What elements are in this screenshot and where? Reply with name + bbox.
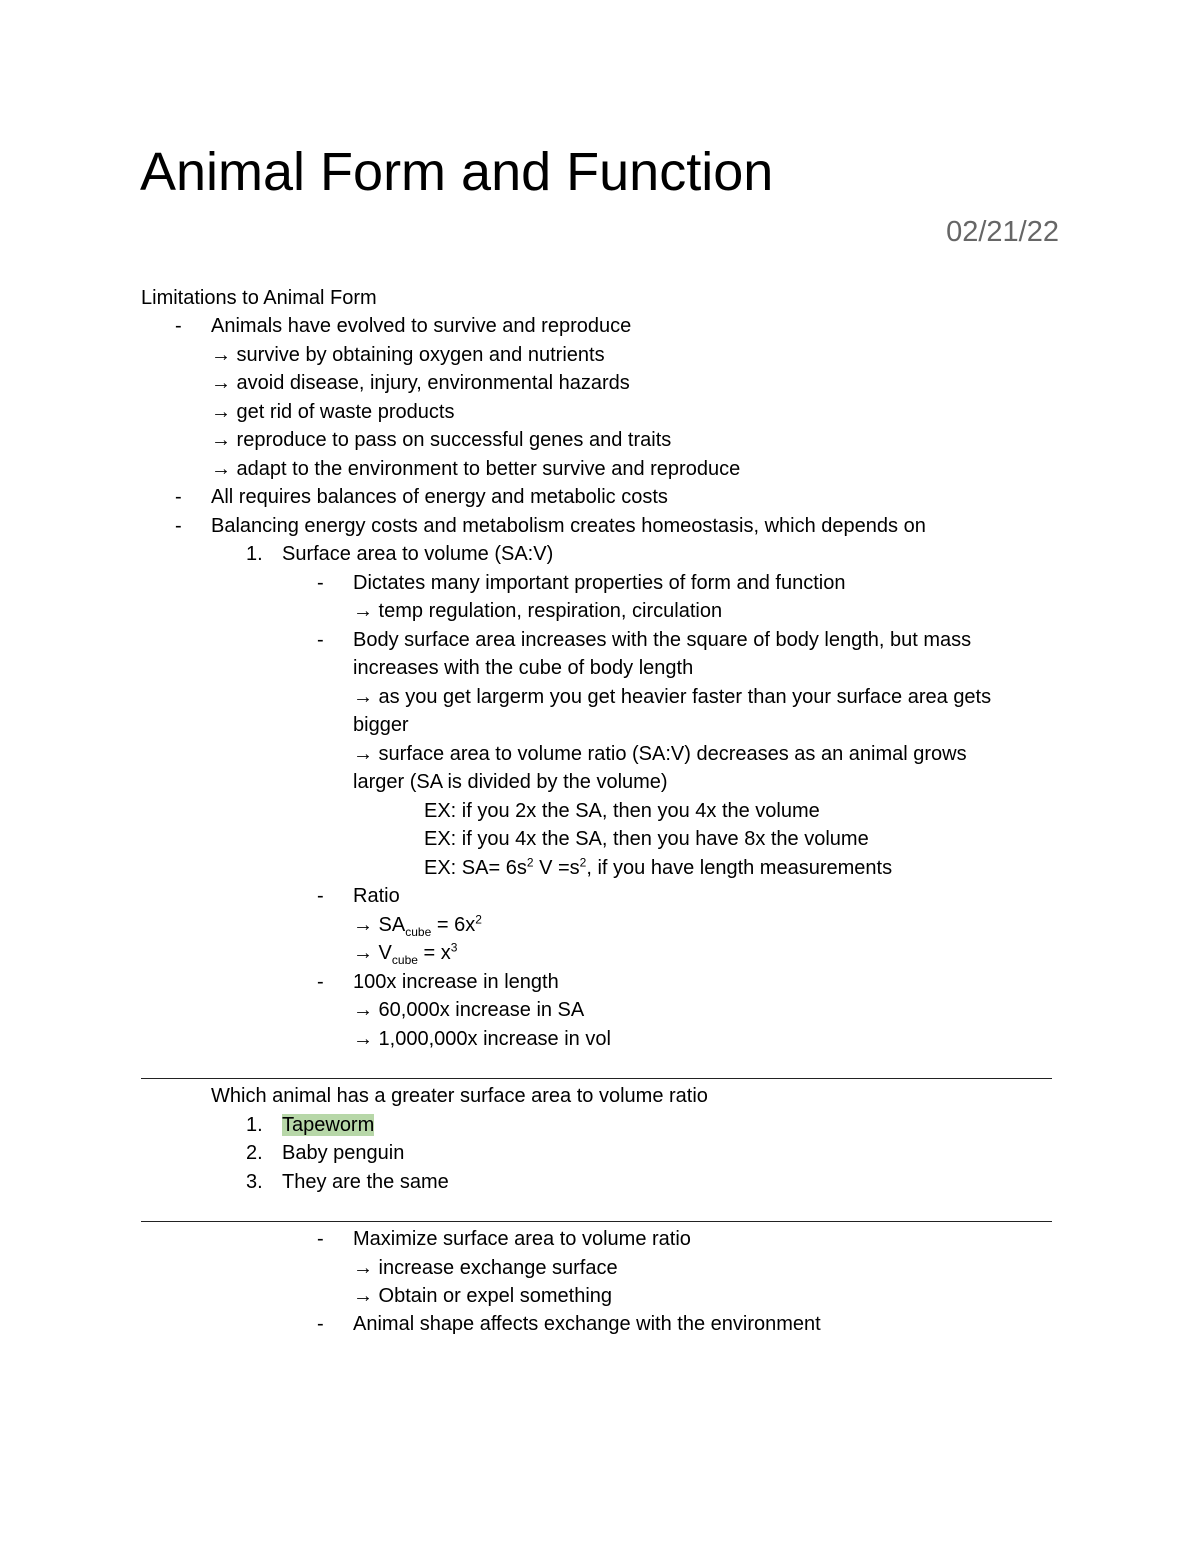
superscript: 3 [450,940,458,955]
bullet-dash: - [317,1313,324,1335]
bullet-dash: - [317,572,324,594]
arrow-line-cont: larger (SA is divided by the volume) [353,771,668,793]
formula-text: → SA [353,914,406,936]
bullet-dash: - [175,486,182,508]
list-item: All requires balances of energy and metabolic costs [211,486,668,508]
arrow-line: → 1,000,000x increase in vol [353,1028,611,1050]
date-label: 02/21/22 [946,216,1059,248]
list-item: Balancing energy costs and metabolism creates homeostasis, which depends on [211,515,926,537]
horizontal-rule [141,1078,1052,1079]
formula-line [353,939,457,967]
bullet-dash: - [317,971,324,993]
list-item: Animals have evolved to survive and reproduce [211,315,632,337]
list-number: 1. [246,543,263,565]
subscript: cube [405,925,432,939]
superscript: 2 [526,855,534,870]
example-text: V =s [533,857,580,879]
list-item-line: Body surface area increases with the square of body length, but mass [353,629,972,651]
option-number: 3. [246,1171,263,1193]
example-line: EX: if you 2x the SA, then you 4x the volume [424,800,820,822]
bullet-dash: - [317,1228,324,1250]
example-line [424,854,892,882]
arrow-line: → Obtain or expel something [353,1285,613,1307]
option: Baby penguin [282,1142,405,1164]
list-item: Animal shape affects exchange with the environment [353,1313,821,1335]
example-text: , if you have length measurements [586,857,893,879]
superscript: 2 [579,855,587,870]
list-item: Maximize surface area to volume ratio [353,1228,691,1250]
arrow-line-cont: bigger [353,714,409,736]
example-text: EX: SA= 6s [424,857,527,879]
option-number: 1. [246,1114,263,1136]
formula-text: = 6x [431,914,476,936]
arrow-line: → get rid of waste products [211,401,455,423]
arrow-line: → avoid disease, injury, environmental hazards [211,372,630,394]
list-item-line: increases with the cube of body length [353,657,694,679]
arrow-line: → as you get largerm you get heavier faster than your surface area gets [353,686,992,708]
bullet-dash: - [317,885,324,907]
superscript: 2 [475,912,482,927]
formula-text: → V [353,942,392,964]
arrow-line: → temp regulation, respiration, circulation [353,600,723,622]
arrow-line: → survive by obtaining oxygen and nutrients [211,344,605,366]
subscript: cube [391,953,418,967]
page-title: Animal Form and Function [140,142,774,202]
bullet-dash: - [175,315,182,337]
section-heading: Limitations to Animal Form [141,287,377,309]
arrow-line: → 60,000x increase in SA [353,999,585,1021]
option-number: 2. [246,1142,263,1164]
numbered-item: Surface area to volume (SA:V) [282,543,554,565]
formula-text: = x [417,942,451,964]
bullet-dash: - [317,629,324,651]
arrow-line: → increase exchange surface [353,1257,618,1279]
option-answer-highlighted [282,1111,374,1139]
option: They are the same [282,1171,449,1193]
bullet-dash: - [175,515,182,537]
example-line: EX: if you 4x the SA, then you have 8x the volume [424,828,869,850]
formula-line [353,911,482,939]
arrow-line: → adapt to the environment to better survive and reproduce [211,458,741,480]
horizontal-rule [141,1221,1052,1222]
arrow-line: → surface area to volume ratio (SA:V) decreases as an animal grows [353,743,967,765]
list-item: Dictates many important properties of form and function [353,572,846,594]
list-item: Ratio [353,885,400,907]
question-prompt: Which animal has a greater surface area to volume ratio [211,1085,708,1107]
arrow-line: → reproduce to pass on successful genes and traits [211,429,672,451]
answer-highlight: Tapeworm [282,1114,375,1136]
list-item: 100x increase in length [353,971,559,993]
